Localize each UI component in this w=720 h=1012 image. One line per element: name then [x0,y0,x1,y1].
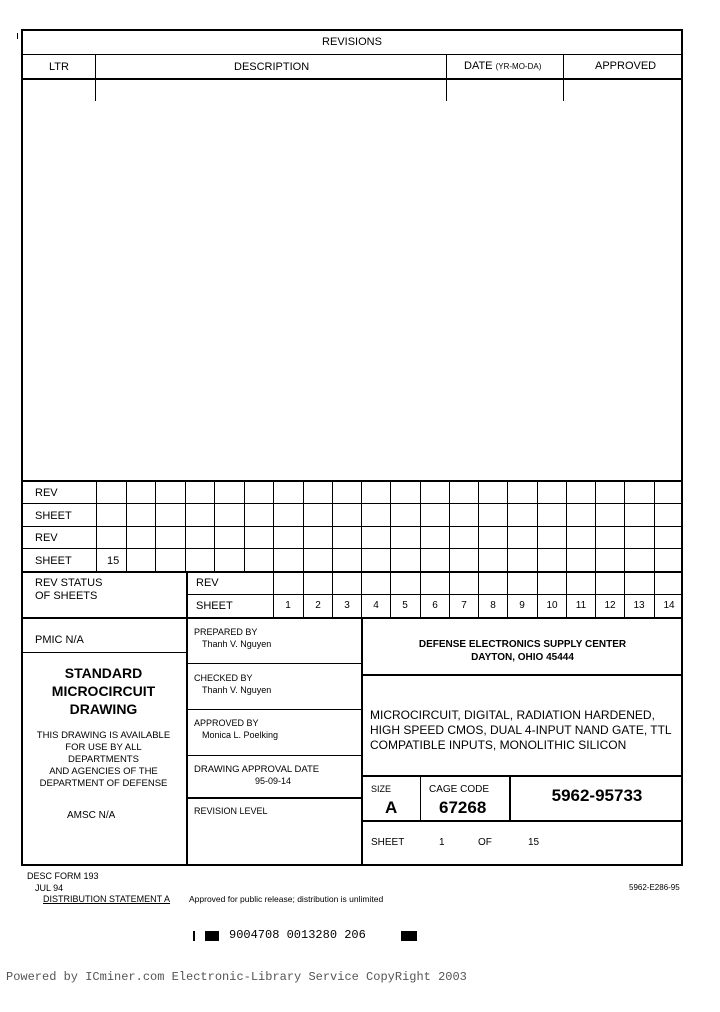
sheet-number: 12 [604,600,616,611]
sheet-row-2-first: 15 [107,555,120,567]
rev-grid-line-1 [21,503,683,504]
of-label: OF [478,837,492,848]
sheet-value: 1 [439,837,445,848]
revisions-col-sep-3 [563,54,564,101]
revisions-divider [21,54,683,55]
availability-line-5: DEPARTMENT OF DEFENSE [39,778,168,789]
revision-level-label: REVISION LEVEL [194,806,268,816]
drawing-number: 5962-95733 [551,786,643,805]
prepared-label: PREPARED BY [194,627,258,637]
size-sep [420,775,421,821]
sheet-number: 9 [519,600,525,611]
std-title-line-1: STANDARD [64,665,143,681]
rev-row-2-label: REV [35,532,58,544]
amsc-label: AMSC N/A [67,810,116,821]
agency-name [362,638,683,664]
agency-line-2: DAYTON, OHIO 45444 [471,652,574,663]
rev-grid-v [273,480,274,571]
barcode-bar [205,931,219,941]
approvals-line-2 [186,709,362,710]
rev-grid-line-4 [21,571,683,573]
sheet-number: 8 [490,600,496,611]
revisions-title: REVISIONS [322,36,382,48]
barcode-bar [401,931,417,941]
checked-name: Thanh V. Nguyen [202,685,272,695]
col-ltr-header: LTR [49,61,69,73]
distribution-text: Approved for public release; distribution is unlimited [189,894,384,904]
rev-status-label-1: REV STATUS [35,577,103,589]
barcode-bar [193,931,195,941]
sheet-number: 5 [402,600,408,611]
rev-grid-v [624,480,625,571]
agency-divider [362,674,683,676]
rev-grid-v [595,480,596,571]
of-value: 15 [528,837,540,848]
approvals-line-1 [186,663,362,664]
margin-tick [17,33,18,39]
rev-grid-line-3 [21,548,683,549]
approval-date-value: 95-09-14 [255,776,292,786]
revisions-header-line [21,78,683,80]
drawing-title-line-1: MICROCIRCUIT, DIGITAL, RADIATION HARDENED, [370,708,655,722]
std-title-line-2: MICROCIRCUIT [51,683,156,699]
rev-grid-v [537,480,538,571]
agency-line-1: DEFENSE ELECTRONICS SUPPLY CENTER [418,639,627,650]
std-title-line-3: DRAWING [69,701,138,717]
rev-grid-v [361,480,362,571]
pmic-divider [21,652,186,653]
sheet-row-2-label: SHEET [35,555,72,567]
rev-status-bottom [21,617,683,619]
availability-line-1: THIS DRAWING IS AVAILABLE [36,730,171,741]
drawing-title-line-3: COMPATIBLE INPUTS, MONOLITHIC SILICON [370,738,627,752]
availability-note [21,730,186,790]
form-number: DESC FORM 193 [27,871,99,881]
approved-name: Monica L. Poelking [202,730,279,740]
sheet-number: 3 [344,600,350,611]
checked-label: CHECKED BY [194,673,253,683]
rev-grid-v [303,480,304,571]
col-date-header [464,61,541,72]
rev-grid-v [126,480,127,571]
sheet-number: 6 [432,600,438,611]
sheet-number: 2 [315,600,321,611]
rev-grid-v [654,480,655,571]
size-label: SIZE [371,784,392,794]
rev-grid-v [155,480,156,571]
col-approved-header: APPROVED [595,60,657,72]
availability-line-4: AND AGENCIES OF THE [49,766,158,777]
col-date-format: (YR-MO-DA) [495,62,542,71]
rev-grid-v [185,480,186,571]
watermark: Powered by ICminer.com Electronic-Library Service CopyRight 2003 [6,970,467,984]
sheet-label: SHEET [371,837,405,848]
rev-grid-v [96,480,97,571]
prepared-name: Thanh V. Nguyen [202,639,272,649]
drawing-title-line-2: HIGH SPEED CMOS, DUAL 4-INPUT NAND GATE, TTL [370,723,672,737]
col-description-header: DESCRIPTION [234,61,310,73]
pmic-label: PMIC N/A [35,634,84,646]
revisions-col-sep-2 [446,54,447,101]
rev-grid-v [214,480,215,571]
sheet-number: 14 [663,600,675,611]
rev-row-1-label: REV [35,487,58,499]
rev-status-sep [186,571,188,866]
col-date-label: DATE [464,60,493,72]
rev-status-mid [186,594,683,595]
rev-status-label-2: OF SHEETS [35,590,98,602]
rev-status-sheet-label: SHEET [196,600,233,612]
cage-code-value: 67268 [439,798,487,817]
sheet-row-1-label: SHEET [35,510,72,522]
approval-date-label: DRAWING APPROVAL DATE [194,764,320,775]
sheet-number: 4 [373,600,379,611]
sheet-number: 7 [461,600,467,611]
barcode-text: 9004708 0013280 206 [229,928,366,942]
size-value: A [385,798,398,817]
rev-grid-v [566,480,567,571]
rev-status-rev-label: REV [196,577,219,589]
drawing-title [370,708,672,753]
distribution-label: DISTRIBUTION STATEMENT A [43,894,171,904]
availability-line-2: FOR USE BY ALL [65,742,142,753]
rev-grid-v [332,480,333,571]
rev-grid-top [21,480,683,482]
rev-grid-v [420,480,421,571]
cage-code-label: CAGE CODE [429,784,490,795]
rev-grid-v [507,480,508,571]
availability-line-3: DEPARTMENTS [68,754,139,765]
title-divider [362,775,683,777]
rev-grid-v [244,480,245,571]
rev-grid-v [478,480,479,571]
std-title [21,664,186,718]
document-code: 5962-E286-95 [629,883,680,892]
rev-grid-line-2 [21,526,683,527]
id-divider [362,820,683,822]
sheet-number: 13 [633,600,645,611]
approved-label: APPROVED BY [194,718,259,728]
sheet-number: 1 [285,600,291,611]
form-date: JUL 94 [35,883,64,893]
sheet-number: 10 [546,600,558,611]
approvals-line-3 [186,755,362,756]
revisions-col-sep-1 [95,54,96,101]
rev-grid-v [449,480,450,571]
approvals-line-4 [186,797,362,799]
sheet-number: 11 [575,600,587,611]
rev-grid-v [390,480,391,571]
